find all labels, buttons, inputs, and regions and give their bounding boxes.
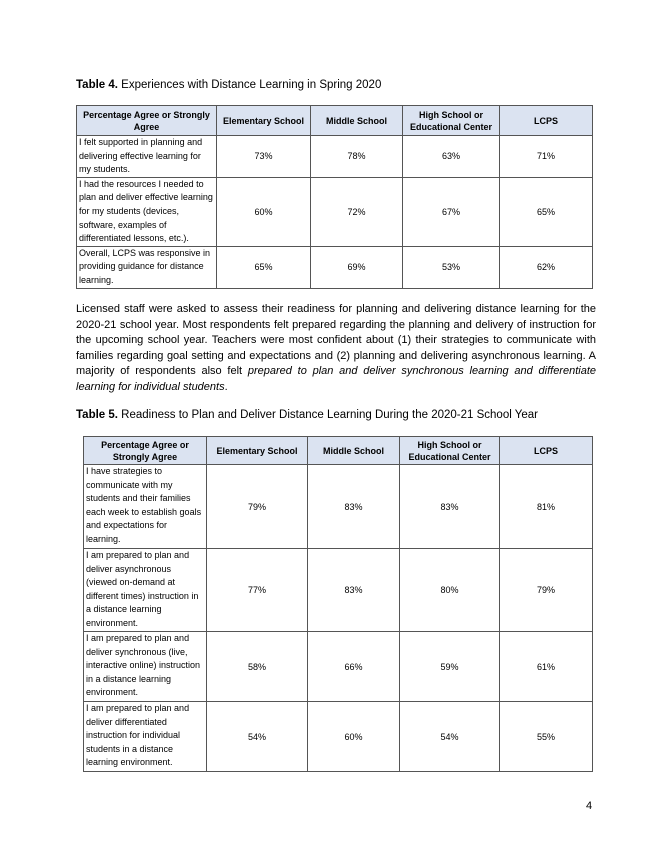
question-cell: Overall, LCPS was responsive in providing guidance for distance learning. xyxy=(77,246,217,288)
value-cell: 77% xyxy=(207,549,308,632)
table5-header: Middle School xyxy=(308,437,400,465)
table5 xyxy=(83,436,593,772)
page-number: 4 xyxy=(586,800,593,812)
table4-title: Experiences with Distance Learning in Spring 2020 xyxy=(117,79,382,91)
value-cell: 63% xyxy=(403,136,500,178)
value-cell: 80% xyxy=(400,549,500,632)
value-cell: 54% xyxy=(400,702,500,772)
value-cell: 62% xyxy=(500,246,593,288)
table4-label: Table 4. xyxy=(76,79,118,91)
paragraph-emphasis: prepared to plan and deliver synchronous learning and differentiate learning for individual students xyxy=(76,365,596,393)
value-cell: 69% xyxy=(311,246,403,288)
question-cell: I had the resources I needed to plan and deliver effective learning for my students (devices, software, examples of differentiated lessons, etc.). xyxy=(77,177,217,246)
value-cell: 83% xyxy=(308,465,400,549)
paragraph-end: . xyxy=(224,380,228,393)
value-cell: 66% xyxy=(308,632,400,702)
value-cell: 61% xyxy=(500,632,593,702)
table4-header: Percentage Agree or Strongly Agree xyxy=(77,106,217,136)
value-cell: 79% xyxy=(207,465,308,549)
value-cell: 60% xyxy=(308,702,400,772)
value-cell: 54% xyxy=(207,702,308,772)
table4-header-row xyxy=(77,106,593,136)
table-row xyxy=(84,549,593,632)
value-cell: 65% xyxy=(217,246,311,288)
body-paragraph xyxy=(76,302,596,396)
value-cell: 71% xyxy=(500,136,593,178)
value-cell: 59% xyxy=(400,632,500,702)
table-row xyxy=(77,177,593,246)
table4 xyxy=(76,105,593,289)
question-cell: I am prepared to plan and deliver differentiated instruction for individual students in a distance learning environment. xyxy=(84,702,207,772)
value-cell: 72% xyxy=(311,177,403,246)
table4-header: High School or Educational Center xyxy=(403,106,500,136)
table-row xyxy=(84,702,593,772)
table4-header: LCPS xyxy=(500,106,593,136)
table4-header: Middle School xyxy=(311,106,403,136)
table5-header: Elementary School xyxy=(207,437,308,465)
value-cell: 53% xyxy=(403,246,500,288)
value-cell: 83% xyxy=(400,465,500,549)
table-row xyxy=(77,136,593,178)
table5-header: LCPS xyxy=(500,437,593,465)
paragraph-text: Licensed staff were asked to assess their readiness for planning and delivering distance learning for the 2020-21 school year. Most respondents felt prepared regarding the planning and delivery of instruction for the upcoming school year. Teachers were most confident about (1) their strategies to communicate with families regarding goal setting and expectations and (2) planning and delivering asynchronous learning. A majority of respondents also felt xyxy=(76,303,596,378)
value-cell: 81% xyxy=(500,465,593,549)
table5-caption xyxy=(76,409,538,421)
value-cell: 78% xyxy=(311,136,403,178)
table5-label: Table 5. xyxy=(76,409,118,421)
table5-title: Readiness to Plan and Deliver Distance Learning During the 2020-21 School Year xyxy=(117,409,538,421)
table-row xyxy=(77,246,593,288)
table-row xyxy=(84,632,593,702)
value-cell: 60% xyxy=(217,177,311,246)
value-cell: 67% xyxy=(403,177,500,246)
question-cell: I felt supported in planning and delivering effective learning for my students. xyxy=(77,136,217,178)
table5-header-row xyxy=(84,437,593,465)
question-cell: I have strategies to communicate with my students and their families each week to establish goals and expectations for learning. xyxy=(84,465,207,549)
value-cell: 73% xyxy=(217,136,311,178)
value-cell: 65% xyxy=(500,177,593,246)
value-cell: 83% xyxy=(308,549,400,632)
value-cell: 58% xyxy=(207,632,308,702)
table4-header: Elementary School xyxy=(217,106,311,136)
value-cell: 79% xyxy=(500,549,593,632)
table4-caption xyxy=(76,79,381,91)
table5-header: High School or Educational Center xyxy=(400,437,500,465)
question-cell: I am prepared to plan and deliver synchronous (live, interactive online) instruction in a distance learning environment. xyxy=(84,632,207,702)
value-cell: 55% xyxy=(500,702,593,772)
table-row xyxy=(84,465,593,549)
question-cell: I am prepared to plan and deliver asynchronous (viewed on-demand at different times) instruction in a distance learning environment. xyxy=(84,549,207,632)
table5-header: Percentage Agree or Strongly Agree xyxy=(84,437,207,465)
